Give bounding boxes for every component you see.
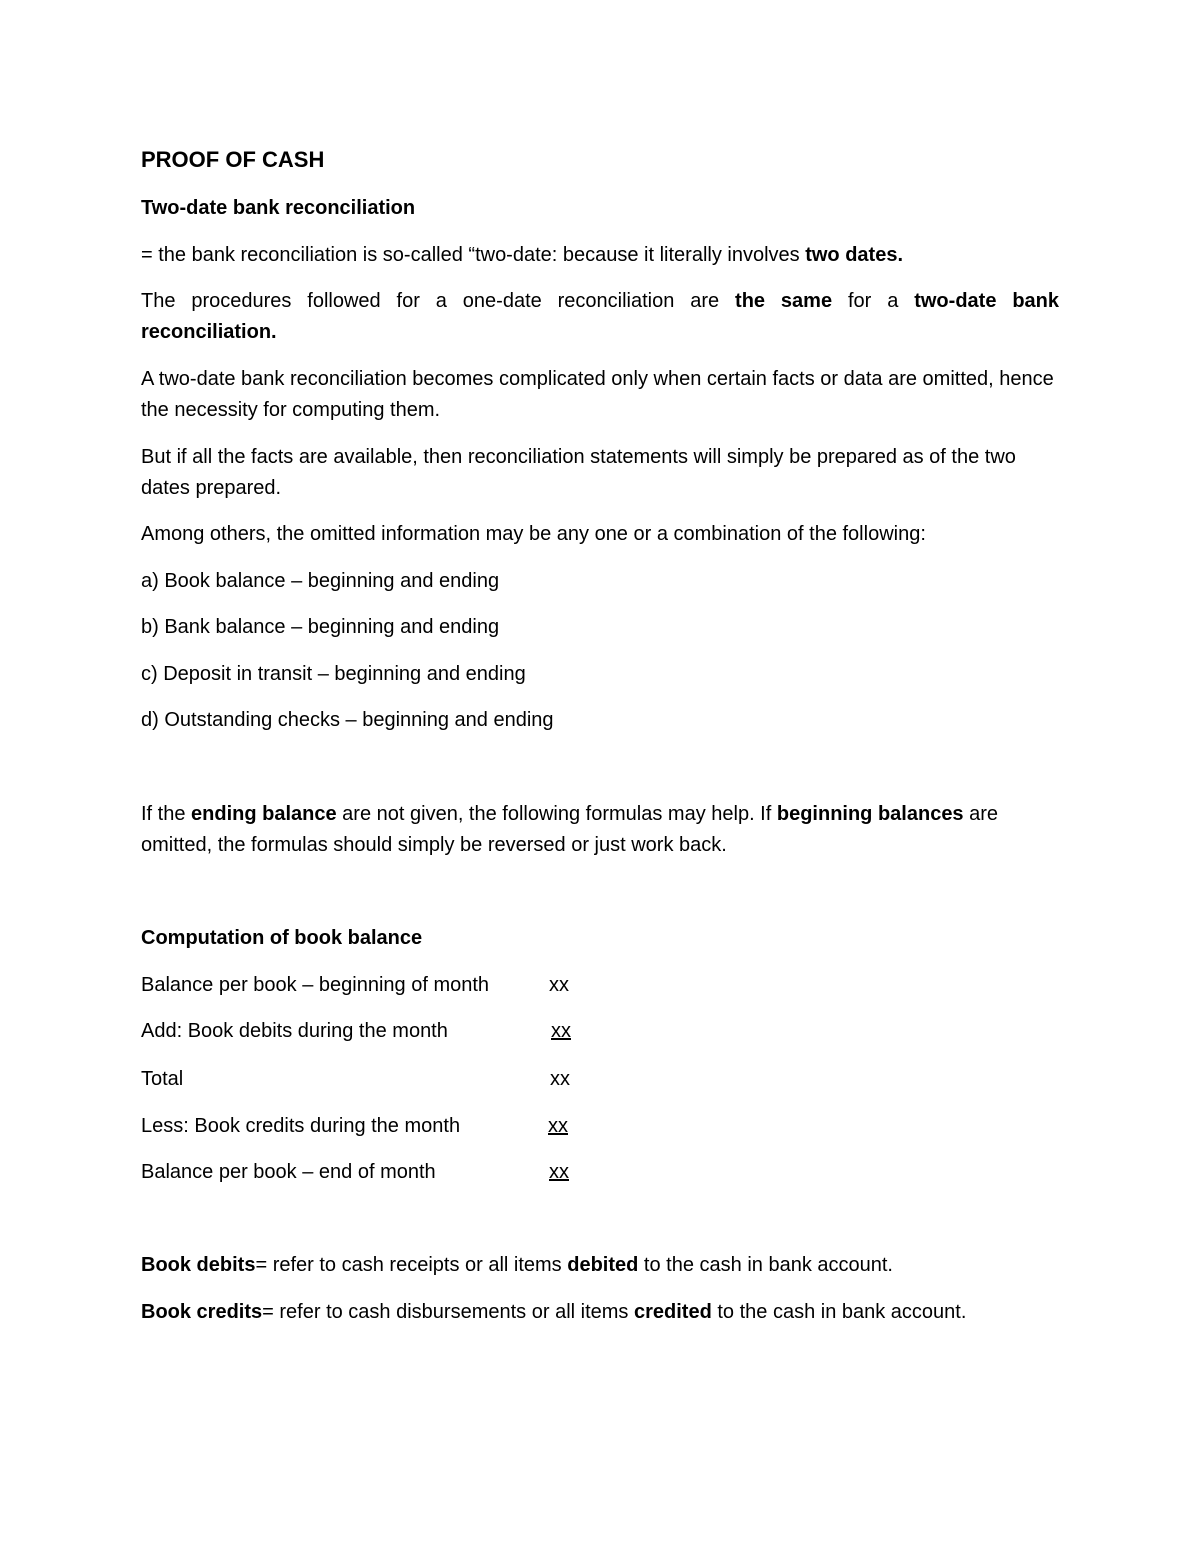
computation-row-amount: xx [549,1161,569,1183]
computation-heading: Computation of book balance [141,927,423,949]
book-credits-definition [141,1297,1059,1328]
book-debits-definition [141,1250,1059,1281]
computation-row-label: Total [141,1068,184,1090]
computation-row-amount: xx [549,974,569,996]
list-item: b) Bank balance – beginning and ending [141,616,500,638]
book-credits-text-1: = refer to cash disbursements or all items [262,1301,634,1323]
book-debits-text-1: = refer to cash receipts or all items [255,1254,568,1276]
formulas-note-paragraph [141,799,1059,861]
computation-row-amount: xx [551,1020,571,1042]
page-title: PROOF OF CASH [141,147,325,172]
computation-row [141,1111,601,1142]
procedures-text-1: The procedures followed for a one-date reconciliation are [141,290,736,312]
computation-row [141,1157,601,1188]
list-item: c) Deposit in transit – beginning and ending [141,663,526,685]
list-item: d) Outstanding checks – beginning and ending [141,709,554,731]
book-credits-term: Book credits [141,1301,263,1323]
procedures-text-2: for a [832,290,915,312]
procedures-paragraph [141,286,1059,348]
definition-text: = the bank reconciliation is so-called “two-date: because it literally involves [141,244,806,266]
computation-row-label: Less: Book credits during the month [141,1115,461,1137]
computation-row-label: Balance per book – beginning of month [141,974,490,996]
formulas-emphasis-2: beginning balances [776,803,964,825]
formulas-text-2: are not given, the following formulas may help. If [336,803,777,825]
procedures-emphasis-2: two-date bank reconciliation. [141,290,1060,343]
formulas-text-3: are omitted, the formulas should simply be reversed or just work back. [141,803,999,856]
computation-row-label: Balance per book – end of month [141,1161,436,1183]
list-item: a) Book balance – beginning and ending [141,570,500,592]
computation-row [141,1016,601,1047]
formulas-emphasis-1: ending balance [191,803,337,825]
procedures-emphasis-1: the same [735,290,833,312]
computation-row-amount: xx [548,1115,568,1137]
book-debits-emphasis: debited [567,1254,639,1276]
definition-emphasis: two dates. [805,244,904,266]
computation-row [141,1064,601,1095]
among-others-paragraph: Among others, the omitted information may be any one or a combination of the following: [141,523,926,545]
formulas-text-1: If the [141,803,192,825]
computation-row-amount: xx [550,1068,570,1090]
complicated-paragraph: A two-date bank reconciliation becomes complicated only when certain facts or data are omitted, hence the necessity for computing them. [141,368,1054,421]
computation-row-label: Add: Book debits during the month [141,1020,448,1042]
section-subtitle: Two-date bank reconciliation [141,197,416,219]
book-debits-text-2: to the cash in bank account. [638,1254,893,1276]
book-debits-term: Book debits [141,1254,256,1276]
definition-paragraph [141,240,1059,271]
book-credits-emphasis: credited [633,1301,712,1323]
book-credits-text-2: to the cash in bank account. [711,1301,967,1323]
computation-row [141,970,601,1001]
available-paragraph: But if all the facts are available, then reconciliation statements will simply be prepared as of the two dates prepared. [141,446,1016,499]
